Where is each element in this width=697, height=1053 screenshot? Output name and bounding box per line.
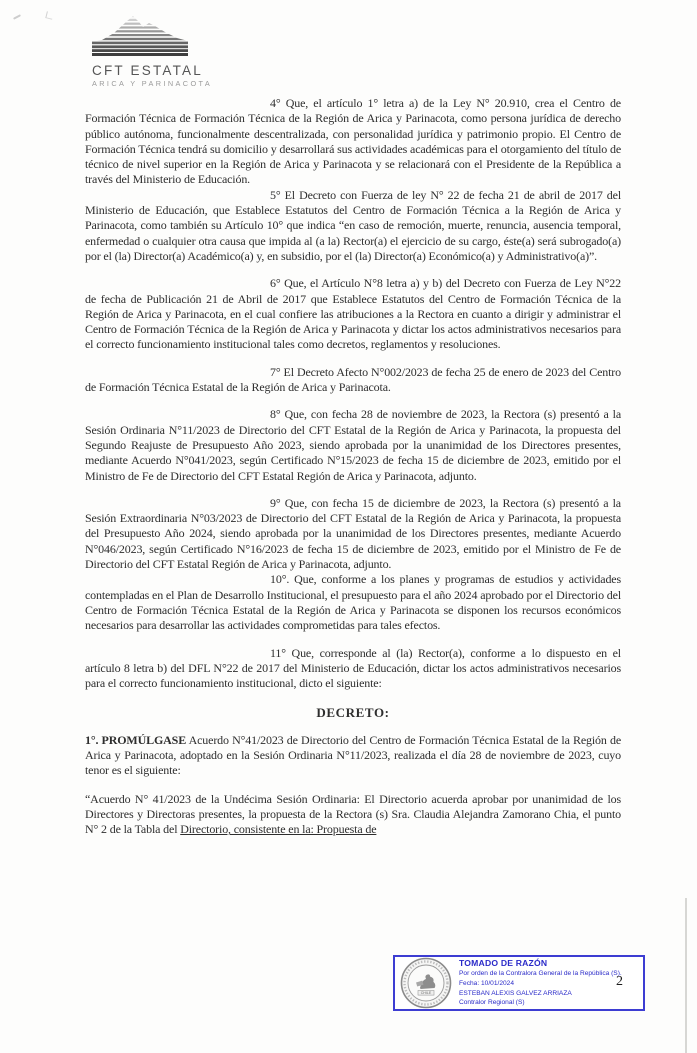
stamp-date: Fecha: 10/01/2024	[459, 979, 514, 987]
paragraph-considerando-9: 9° Que, con fecha 15 de diciembre de 2023, la Rectora (s) presentó a la Sesión Extraordinaria N°03/2023 de Directorio del CFT Estatal de la Región de Arica y Parinacota, la propuesta del Presupuesto Año 2024, siendo aprobada por la unanimidad de los Directores presentes, mediante Acuerdo N°046/2023, según Certificado N°16/2023 de fecha 15 de diciembre de 2023, emitido por el Ministro de Fe de Directorio del CFT Estatal Región de Arica y Parinacota, adjunto.	[85, 495, 621, 572]
paragraph-considerando-8: 8° Que, con fecha 28 de noviembre de 2023, la Rectora (s) presentó a la Sesión Ordinaria N°11/2023 de Directorio del CFT Estatal de la Región de Arica y Parinacota, la propuesta del Segundo Reajuste de Presupuesto Año 2023, siendo aprobada por la unanimidad de los Directores presentes, mediante Acuerdo N°041/2023, según Certificado N°15/2023 de fecha 15 de diciembre de 2023, emitido por el Ministro de Fe de Directorio del CFT Estatal Región de Arica y Parinacota, adjunto.	[85, 407, 621, 483]
logo-subtitle: ARICA Y PARINACOTA	[92, 79, 213, 88]
paragraph-considerando-6: 6° Que, el Artículo N°8 letra a) y b) del Decreto con Fuerza de Ley N°22 de fecha de Publicación 21 de Abril de 2017 que Establece Estatutos del Centro de Formación Técnica de la Región de Arica y Parinacota, en el cual confiere las atribuciones a la Rectora en cuanto a dirigir y administrar el Centro de Formación Técnica de la Región de Arica y Parinacota y dictar los actos administrativos necesarios para el correcto funcionamiento institucional tales como decretos, reglamentos y resoluciones.	[85, 276, 621, 352]
stamp-official-title: Contralor Regional (S)	[459, 999, 525, 1007]
stamp-title: TOMADO DE RAZÓN	[459, 958, 548, 969]
decree-body	[85, 96, 621, 849]
promulgase-paragraph	[85, 733, 621, 779]
scan-mark-left-2	[45, 11, 53, 19]
decreto-heading: DECRETO:	[316, 705, 390, 721]
contraloria-seal-icon	[400, 957, 452, 1009]
paragraph-considerando-7: 7° El Decreto Afecto N°002/2023 de fecha 25 de enero de 2023 del Centro de Formación Técnica Estatal de la Región de Arica y Parinacota.	[85, 364, 621, 395]
paragraph-considerando-11: 11° Que, corresponde al (la) Rector(a), conforme a lo dispuesto en el artículo 8 letra b) del DFL N°22 de 2017 del Ministerio de Educación, dictar los actos administrativos necesarios para el correcto funcionamiento institucional, dicto el siguiente:	[85, 645, 621, 691]
institution-logo	[92, 13, 213, 88]
paragraph-considerando-5: 5° El Decreto con Fuerza de ley N° 22 de fecha 21 de abril de 2017 del Ministerio de Educación, que Establece Estatutos del Centro de Formación Técnica a la Región de Arica y Parinacota, como también su Artículo 10° que indica “en caso de remoción, muerte, renuncia, ausencia temporal, enfermedad o cualquier otra causa que impida al (a la) Rector(a) el ejercicio de su cargo, éste(a) será subrogado(a) por el (la) Director(a) Académico(a) y, en subsidio, por el (la) Director(a) Económico(a) y Administrativo(a)”.	[85, 187, 621, 263]
promulgase-lead: 1°. PROMÚLGASE	[85, 732, 187, 747]
toma-razon-stamp	[393, 955, 645, 1011]
paragraph-considerando-10: 10°. Que, conforme a los planes y programas de estudios y actividades contempladas en el Plan de Desarrollo Institucional, el presupuesto para el año 2024 aprobado por el Directorio del Centro de Formación Técnica Estatal de la Región de Arica y Parinacota se disponen los recursos económicos necesarios para desarrollar las actividades comprometidas para tales efectos.	[85, 572, 621, 633]
logo-mountain-icon	[92, 13, 188, 57]
seal-country-label: CHILE	[420, 991, 432, 995]
scan-edge-line	[685, 898, 687, 1053]
underlined-phrase: Directorio, consistente en la: Propuesta de	[180, 822, 377, 837]
stamp-by-order: Por orden de la Contralora General de la República (S).	[459, 970, 622, 978]
scan-mark-left	[13, 14, 21, 20]
stamp-official-name: ESTEBAN ALEXIS GALVEZ ARRIAZA	[459, 989, 572, 997]
acuerdo-quote-text: “Acuerdo N° 41/2023 de la Undécima Sesión Ordinaria: El Directorio acuerda aprobar por unanimidad de los Directores y Directoras presentes, la propuesta de la Rectora (s) Sra. Claudia Alejandra Zamorano Chia, el punto N° 2 de la Tabla del	[85, 791, 621, 837]
logo-title: CFT ESTATAL	[92, 63, 203, 78]
paragraph-considerando-4: 4° Que, el artículo 1° letra a) de la Ley N° 20.910, crea el Centro de Formación Técnica de Formación Técnica de la Región de Arica y Parinacota, como persona jurídica de derecho público autónoma, funcionalmente descentralizada, con personalidad jurídica y patrimonio propio. El Centro de Formación Técnica tendrá su domicilio y desarrollará sus actividades académicas para el otorgamiento del título de técnico de nivel superior en la Región de Arica y Parinacota y se relacionará con el Presidente de la República a través del Ministerio de Educación.	[85, 96, 621, 187]
promulgase-text: Acuerdo N°41/2023 de Directorio del Centro de Formación Técnica Estatal de la Región de Arica y Parinacota, adoptado en la Sesión Ordinaria N°11/2023, realizada el día 28 de noviembre de 2023, cuyo tenor es el siguiente:	[85, 732, 621, 778]
page-number: 2	[616, 974, 623, 989]
stamp-text-block	[459, 958, 638, 1007]
acuerdo-quote	[85, 792, 621, 838]
